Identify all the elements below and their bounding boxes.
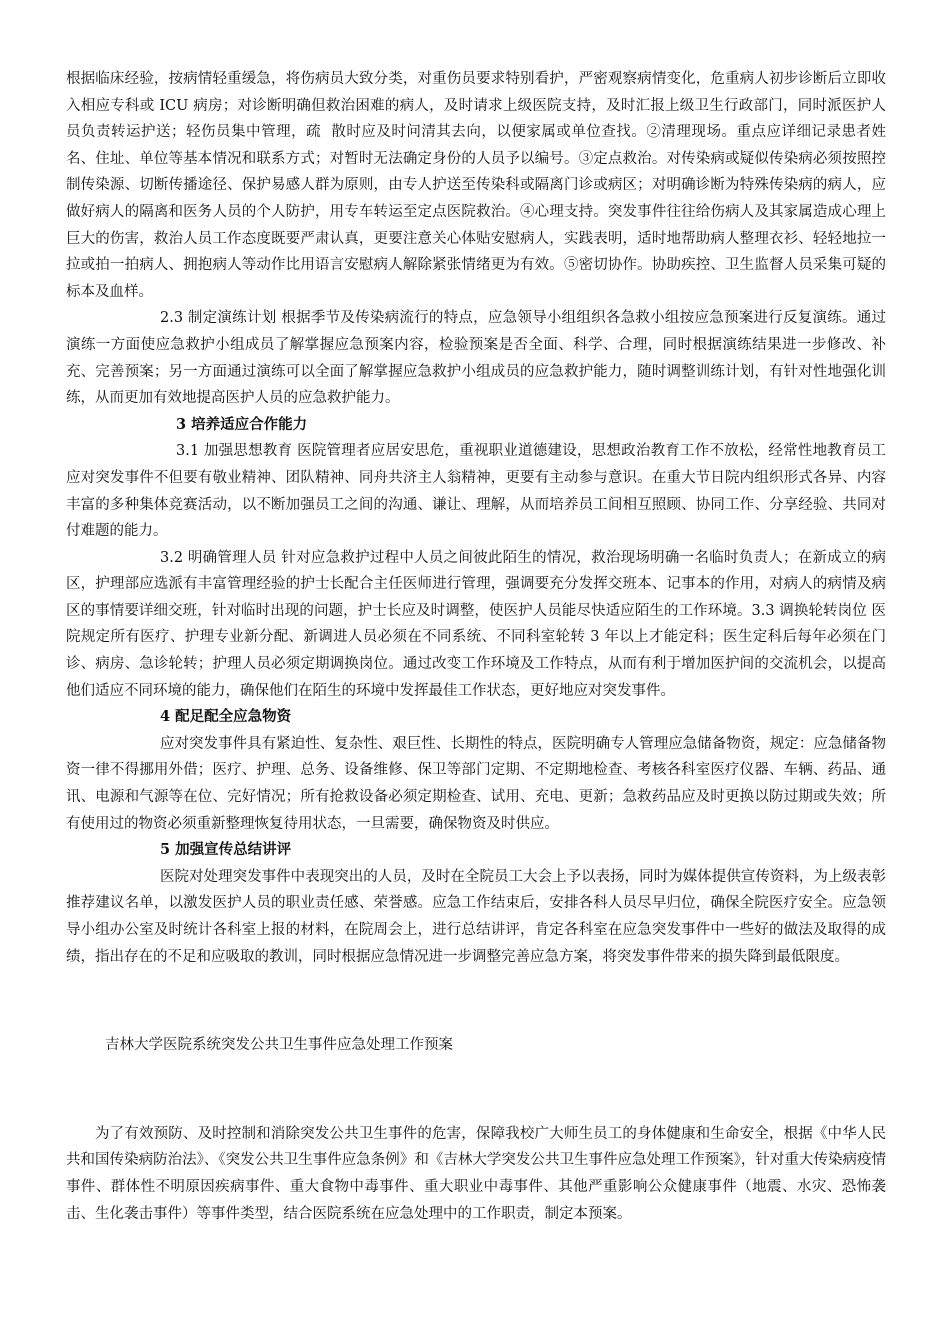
paragraph-3-2-management: 3.2 明确管理人员 针对应急救护过程中人员之间彼此陌生的情况，救治现场明确一名临时负责人；在新成立的病区，护理部应选派有丰富管理经验的护士长配合主任医师进行管理，强调要充分发挥交班本、记事本的作用，对病人的病情及病区的事情要详细交班，针对临时出现的问题，护士长应及时调整，使医护人员能尽快适应陌生的工作环境。3.3 调换轮转岗位 医院规定所有医疗、护理专业新分配、新调进人员必须在不同系统、不同科室轮转 3 年以上才能定科；医生定科后每年必须在门诊、病房、急诊轮转；护理人员必须定期调换岗位。通过改变工作环境及工作特点，从而有利于增加医护间的交流机会，以提高他们适应不同环境的能力，确保他们在陌生的环境中发挥最佳工作状态，更好地应对突发事件。 — [66, 549, 886, 699]
paragraph-introduction: 为了有效预防、及时控制和消除突发公共卫生事件的危害，保障我校广大师生员工的身体健康和生命安全，根据《中华人民共和国传染病防治法》、《突发公共卫生事件应急条例》和《吉林大学突发公共卫生事件应急处理工作预案》，针对重大传染病疫情事件、群体性不明原因疾病事件、重大食物中毒事件、重大职业中毒事件、其他严重影响公众健康事件（地震、水灾、恐怖袭击、生化袭击事件）等事件类型，结合医院系统在应急处理中的工作职责，制定本预案。 — [66, 1125, 886, 1222]
paragraph-5-publicity: 医院对处理突发事件中表现突出的人员，及时在全院员工大会上予以表扬，同时为媒体提供宣传资料，为上级表彰推荐建议名单，以激发医护人员的职业责任感、荣誉感。应急工作结束后，安排各科人员尽早归位，确保全院医疗安全。应急领导小组办公室及时统计各科室上报的材料，在院周会上，进行总结讲评，肯定各科室在应急突发事件中一些好的做法及取得的成绩，指出存在的不足和应吸取的教训，同时根据应急情况进一步调整完善应急方案，将突发事件带来的损失降到最低限度。 — [66, 868, 886, 965]
paragraph-4-supplies: 应对突发事件具有紧迫性、复杂性、艰巨性、长期性的特点，医院明确专人管理应急储备物资，规定：应急储备物资一律不得挪用外借；医疗、护理、总务、设备维修、保卫等部门定期、不定期地检查、考核各科室医疗仪器、车辆、药品、通讯、电源和气源等在位、完好情况；所有抢救设备必须定期检查、试用、充电、更新；急救药品应及时更换以防过期或失效；所有使用过的物资必须重新整理恢复待用状态，一旦需要，确保物资及时供应。 — [66, 735, 886, 832]
section-heading-4: 4 配足配全应急物资 — [160, 708, 292, 726]
document-page — [66, 66, 886, 1227]
paragraph-3-1-education: 3.1 加强思想教育 医院管理者应居安思危，重视职业道德建设，思想政治教育工作不放松，经常性地教育员工应对突发事件不但要有敬业精神、团队精神、同舟共济主人翁精神，更要有主动参与意识。在重大节日院内组织形式各异、内容丰富的多种集体竞赛活动，以不断加强员工之间的沟通、谦让、理解，从而培养员工间相互照顾、协同工作、分享经验、共同对付难题的能力。 — [66, 443, 886, 540]
paragraph-emergency-treatment-continued: 根据临床经验，按病情轻重缓急，将伤病员大致分类，对重伤员要求特别看护，严密观察病情变化，危重病人初步诊断后立即收入相应专科或 ICU 病房；对诊断明确但救治困难的病人，及时请求上级医院支持，及时汇报上级卫生行政部门，同时派医护人员负责转运护送；轻伤员集中管理，疏 散时应及时问清其去向，以便家属或单位查找。②清理现场。重点应详细记录患者姓名、住址、单位等基本情况和联系方式；对暂时无法确定身份的人员予以编号。③定点救治。对传染病或疑似传染病必须按照控制传染源、切断传播途径、保护易感人群为原则，由专人护送至传染科或隔离门诊或病区；对明确诊断为特殊传染病的病人，应做好病人的隔离和医务人员的个人防护，用专车转运至定点医院救治。④心理支持。突发事件往往给伤病人及其家属造成心理上巨大的伤害，救治人员工作态度既要严肃认真，更要注意关心体贴安慰病人，实践表明，适时地帮助病人整理衣衫、轻轻地拉一拉或拍一拍病人、拥抱病人等动作比用语言安慰病人解除紧张情绪更为有效。⑤密切协作。协助疾控、卫生监督人员采集可疑的标本及血样。 — [66, 71, 886, 300]
paragraph-2-3-drill-plan: 2.3 制定演练计划 根据季节及传染病流行的特点，应急领导小组组织各急救小组按应急预案进行反复演练。通过演练一方面使应急救护小组成员了解掌握应急预案内容，检验预案是否全面、科学、合理，同时根据演练结果进一步修改、补充、完善预案；另一方面通过演练可以全面了解掌握应急救护小组成员的应急救护能力，随时调整训练计划，有针对性地强化训练，从而更加有效地提高医护人员的应急救护能力。 — [66, 310, 886, 407]
section-heading-3: 3 培养适应合作能力 — [176, 415, 308, 433]
document-title: 吉林大学医院系统突发公共卫生事件应急处理工作预案 — [105, 1037, 453, 1054]
section-heading-5: 5 加强宣传总结讲评 — [160, 841, 292, 859]
